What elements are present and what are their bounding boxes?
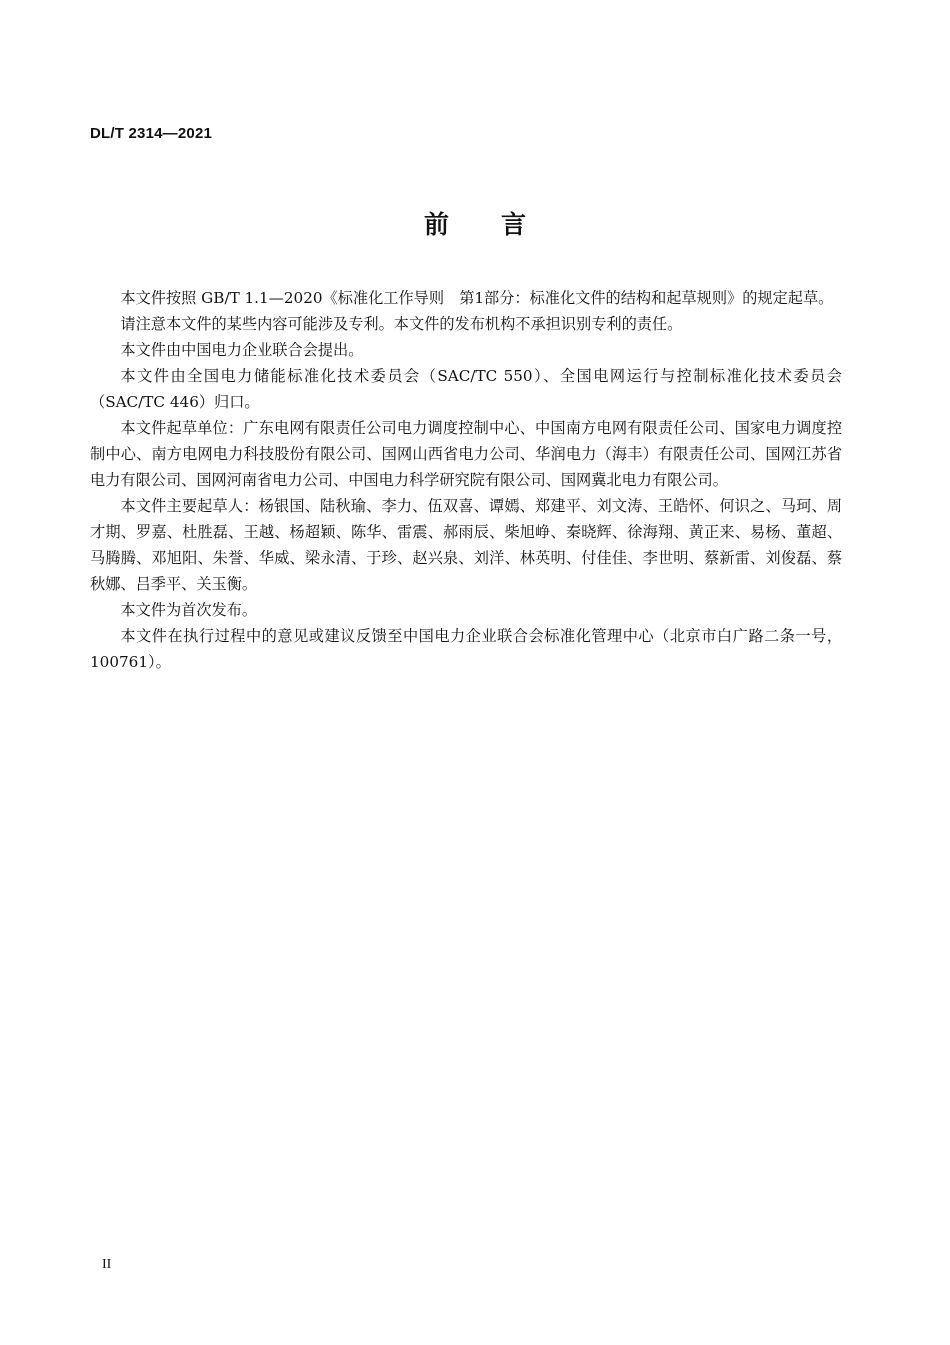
page-title: 前言 <box>423 210 578 239</box>
paragraph-feedback: 本文件在执行过程中的意见或建议反馈至中国电力企业联合会标准化管理中心（北京市白广路二条一号，100761）。 <box>90 627 842 671</box>
page-number: II <box>102 1257 112 1272</box>
paragraph-first-release: 本文件为首次发布。 <box>120 601 258 619</box>
paragraph-drafting-rules: 本文件按照 GB/T 1.1—2020《标准化工作导则 第1部分：标准化文件的结构和起草规则》的规定起草。 <box>120 289 834 307</box>
paragraph-committee: 本文件由全国电力储能标准化技术委员会（SAC/TC 550）、全国电网运行与控制标准化技术委员会（SAC/TC 446）归口。 <box>90 367 842 411</box>
paragraph-drafting-units: 本文件起草单位：广东电网有限责任公司电力调度控制中心、中国南方电网有限责任公司、国家电力调度控制中心、南方电网电力科技股份有限公司、国网山西省电力公司、华润电力（海丰）有限责任公司、国网江苏省电力有限公司、国网河南省电力公司、中国电力科学研究院有限公司、国网冀北电力有限公司。 <box>90 419 842 489</box>
paragraph-drafters: 本文件主要起草人：杨银国、陆秋瑜、李力、伍双喜、谭嫣、郑建平、刘文涛、王皓怀、何识之、马珂、周才期、罗嘉、杜胜磊、王越、杨超颖、陈华、雷震、郝雨辰、柴旭峥、秦晓辉、徐海翔、黄正来、易杨、董超、马腾腾、邓旭阳、朱誉、华威、梁永清、于珍、赵兴泉、刘洋、林英明、付佳佳、李世明、蔡新雷、刘俊磊、蔡秋娜、吕季平、关玉衡。 <box>90 497 842 593</box>
document-code: DL/T 2314—2021 <box>90 125 213 142</box>
paragraph-proposer: 本文件由中国电力企业联合会提出。 <box>120 341 364 359</box>
foreword-body <box>90 285 842 675</box>
paragraph-patent-notice: 请注意本文件的某些内容可能涉及专利。本文件的发布机构不承担识别专利的责任。 <box>120 315 683 333</box>
